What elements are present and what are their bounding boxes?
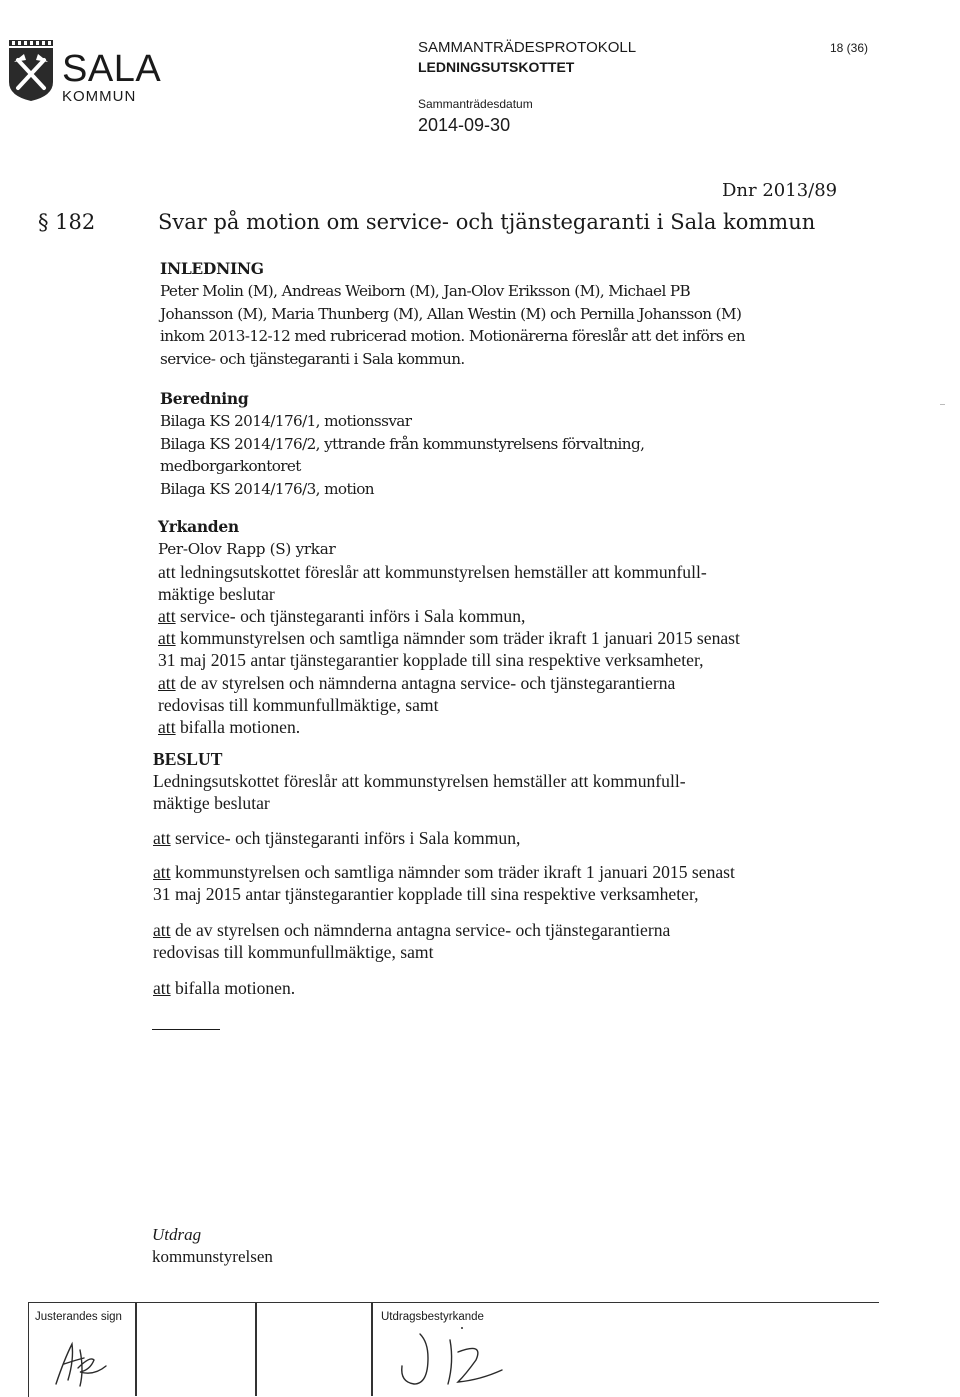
beslut-clause bbox=[153, 827, 520, 849]
att-clause-text: de av styrelsen och nämnderna antagna service- och tjänstegarantierna bbox=[170, 920, 671, 940]
beredning-text bbox=[160, 410, 644, 500]
beslut-clause bbox=[153, 861, 735, 905]
beslut-clause bbox=[153, 919, 670, 963]
utdragsbestyrkande-label: Utdragsbestyrkande bbox=[381, 1311, 484, 1323]
inledning-text bbox=[160, 280, 745, 370]
att-word: att bbox=[153, 978, 171, 998]
justerandes-sign-label: Justerandes sign bbox=[35, 1311, 122, 1323]
att-word: att bbox=[158, 628, 176, 649]
extract-label: Utdrag bbox=[152, 1225, 202, 1244]
att-word: att bbox=[153, 828, 171, 848]
inledning-heading: INLEDNING bbox=[160, 259, 264, 278]
margin-mark bbox=[940, 404, 945, 405]
attachment-line: Bilaga KS 2014/176/1, motionssvar bbox=[160, 412, 412, 430]
att-word: att bbox=[153, 920, 171, 940]
att-clause-text: bifalla motionen. bbox=[175, 716, 301, 737]
beslut-clause bbox=[153, 977, 295, 999]
yrkanden-proposal bbox=[158, 561, 740, 739]
handwritten-initials-signature bbox=[50, 1330, 110, 1390]
att-clause-text: de av styrelsen och nämnderna antagna service- och tjänstegarantierna bbox=[175, 672, 676, 693]
att-clause-continuation: 31 maj 2015 antar tjänstegarantier kopplade till sina respektive verksamheter, bbox=[153, 884, 699, 905]
att-word: att bbox=[158, 605, 176, 626]
text-line: att ledningsutskottet föreslår att kommunstyrelsen hemställer att kommunfull- bbox=[158, 561, 707, 582]
text-line: Ledningsutskottet föreslår att kommunstyrelsen hemställer att kommunfull- bbox=[153, 771, 686, 791]
text-line: Johansson (M), Maria Thunberg (M), Allan Westin (M) och Pernilla Johansson (M) bbox=[160, 304, 742, 323]
att-clause-text: kommunstyrelsen och samtliga nämnder som träder ikraft 1 januari 2015 senast bbox=[175, 628, 740, 649]
attachment-line: medborgarkontoret bbox=[160, 457, 301, 475]
att-clause-text: bifalla motionen. bbox=[170, 978, 296, 998]
att-clause-continuation: 31 maj 2015 antar tjänstegarantier kopplade till sina respektive verksamheter, bbox=[158, 650, 704, 671]
protocol-title: SAMMANTRÄDESPROTOKOLL bbox=[418, 39, 637, 56]
dnr-number: Dnr 2013/89 bbox=[722, 180, 838, 201]
att-word: att bbox=[153, 862, 171, 882]
extract-recipient: kommunstyrelsen bbox=[152, 1247, 273, 1266]
yrkanden-text bbox=[158, 538, 740, 561]
att-word: att bbox=[158, 672, 176, 693]
logo-subtitle: KOMMUN bbox=[62, 88, 137, 105]
yrkanden-section bbox=[158, 516, 740, 738]
att-clause-text: service- och tjänstegaranti införs i Sala kommun, bbox=[170, 828, 521, 848]
sala-kommun-logo-icon bbox=[6, 38, 56, 102]
att-clause-text: kommunstyrelsen och samtliga nämnder som träder ikraft 1 januari 2015 senast bbox=[170, 862, 735, 882]
att-clause-continuation: redovisas till kommunfullmäktige, samt bbox=[153, 942, 434, 963]
attachment-line: Bilaga KS 2014/176/3, motion bbox=[160, 479, 374, 498]
text-line: inkom 2013-12-12 med rubricerad motion. Motionärerna föreslår att det införs en bbox=[160, 327, 745, 345]
att-clause bbox=[158, 605, 740, 627]
table-divider bbox=[255, 1302, 257, 1396]
protocol-subtitle: LEDNINGSUTSKOTTET bbox=[418, 59, 575, 75]
inledning-section bbox=[160, 258, 745, 370]
beredning-heading: Beredning bbox=[160, 389, 249, 408]
att-clause-text: service- och tjänstegaranti införs i Sala kommun, bbox=[175, 605, 526, 626]
meeting-date-value: 2014-09-30 bbox=[418, 115, 511, 135]
att-clause bbox=[158, 672, 740, 694]
beslut-section bbox=[153, 748, 686, 814]
page-number: 18 (36) bbox=[830, 41, 869, 55]
table-divider bbox=[371, 1302, 373, 1396]
handwritten-signature bbox=[392, 1322, 512, 1392]
beslut-text bbox=[153, 770, 686, 814]
yrkanden-heading: Yrkanden bbox=[158, 517, 239, 536]
end-rule bbox=[152, 1029, 220, 1030]
att-word: att bbox=[158, 716, 176, 737]
meeting-date-label: Sammanträdesdatum bbox=[418, 97, 533, 111]
page-title: Svar på motion om service- och tjänstegaranti i Sala kommun bbox=[158, 210, 816, 234]
att-clause-continuation: redovisas till kommunfullmäktige, samt bbox=[158, 694, 439, 715]
attachment-line: Bilaga KS 2014/176/2, yttrande från kommunstyrelsens förvaltning, bbox=[160, 434, 645, 453]
text-line: Peter Molin (M), Andreas Weiborn (M), Jan-Olov Eriksson (M), Michael PB bbox=[160, 282, 691, 300]
beredning-section bbox=[160, 388, 644, 500]
text-line: mäktige beslutar bbox=[153, 793, 270, 814]
logo-name: SALA bbox=[62, 48, 162, 90]
text-line: mäktige beslutar bbox=[158, 583, 275, 604]
att-clause bbox=[158, 627, 740, 649]
text-line: service- och tjänstegaranti i Sala kommun. bbox=[160, 349, 465, 368]
beslut-heading: BESLUT bbox=[153, 749, 223, 769]
paragraph-number: § 182 bbox=[38, 210, 96, 234]
table-divider bbox=[135, 1302, 137, 1396]
text-line: Per-Olov Rapp (S) yrkar bbox=[158, 540, 336, 558]
att-clause bbox=[158, 716, 740, 738]
